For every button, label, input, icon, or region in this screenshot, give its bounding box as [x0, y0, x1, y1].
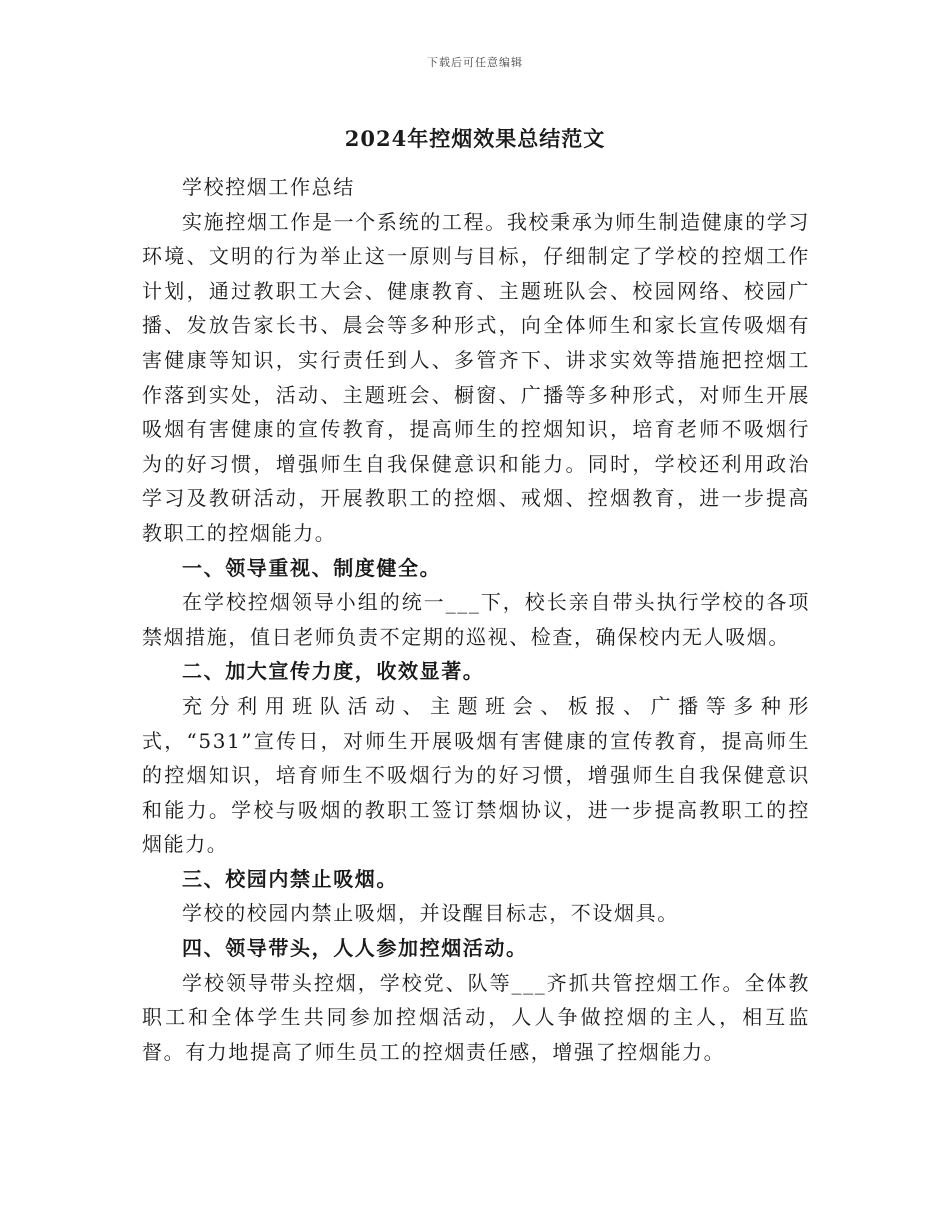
section-heading: 三、校园内禁止吸烟。 [182, 866, 398, 891]
section-heading: 二、加大宣传力度，收效显著。 [182, 659, 485, 684]
section-heading: 四、领导带头，人人参加控烟活动。 [182, 936, 528, 961]
body-paragraph: 实施控烟工作是一个系统的工程。我校秉承为师生制造健康的学习环境、文明的行为举止这一原则与目标，仔细制定了学校的控烟工作计划，通过教职工大会、健康教育、主题班队会、校园网络、校园广播、发放告家长书、晨会等多种形式，向全体师生和家长宣传吸烟有害健康等知识，实行责任到人、多管齐下、讲求实效等措施把控烟工作落到实处，活动、主题班会、橱窗、广播等多种形式，对师生开展吸烟有害健康的宣传教育，提高师生的控烟知识，培育老师不吸烟行为的好习惯，增强师生自我保健意识和能力。同时，学校还利用政治学习及教研活动，开展教职工的控烟、戒烟、控烟教育，进一步提高教职工的控烟能力。 [142, 209, 810, 545]
page-header: 下载后可任意编辑 [427, 56, 523, 69]
document-title: 2024年控烟效果总结范文 [344, 126, 606, 151]
document-body [142, 170, 810, 1069]
subtitle-paragraph: 学校控烟工作总结 [182, 175, 355, 199]
body-paragraph: 充分利用班队活动、主题班会、板报、广播等多种形式，“531”宣传日，对师生开展吸烟有害健康的宣传教育，提高师生的控烟知识，培育师生不吸烟行为的好习惯，增强师生自我保健意识和能力。学校与吸烟的教职工签订禁烟协议，进一步提高教职工的控烟能力。 [142, 693, 810, 857]
section-heading: 一、领导重视、制度健全。 [182, 555, 442, 580]
body-paragraph: 学校的校园内禁止吸烟，并设醒目标志，不设烟具。 [182, 901, 679, 926]
body-paragraph: 在学校控烟领导小组的统一___下，校长亲自带头执行学校的各项禁烟措施，值日老师负责不定期的巡视、检查，确保校内无人吸烟。 [142, 590, 810, 649]
body-paragraph: 学校领导带头控烟，学校党、队等___齐抓共管控烟工作。全体教职工和全体学生共同参加控烟活动，人人争做控烟的主人，相互监督。有力地提高了师生员工的控烟责任感，增强了控烟能力。 [142, 970, 810, 1064]
